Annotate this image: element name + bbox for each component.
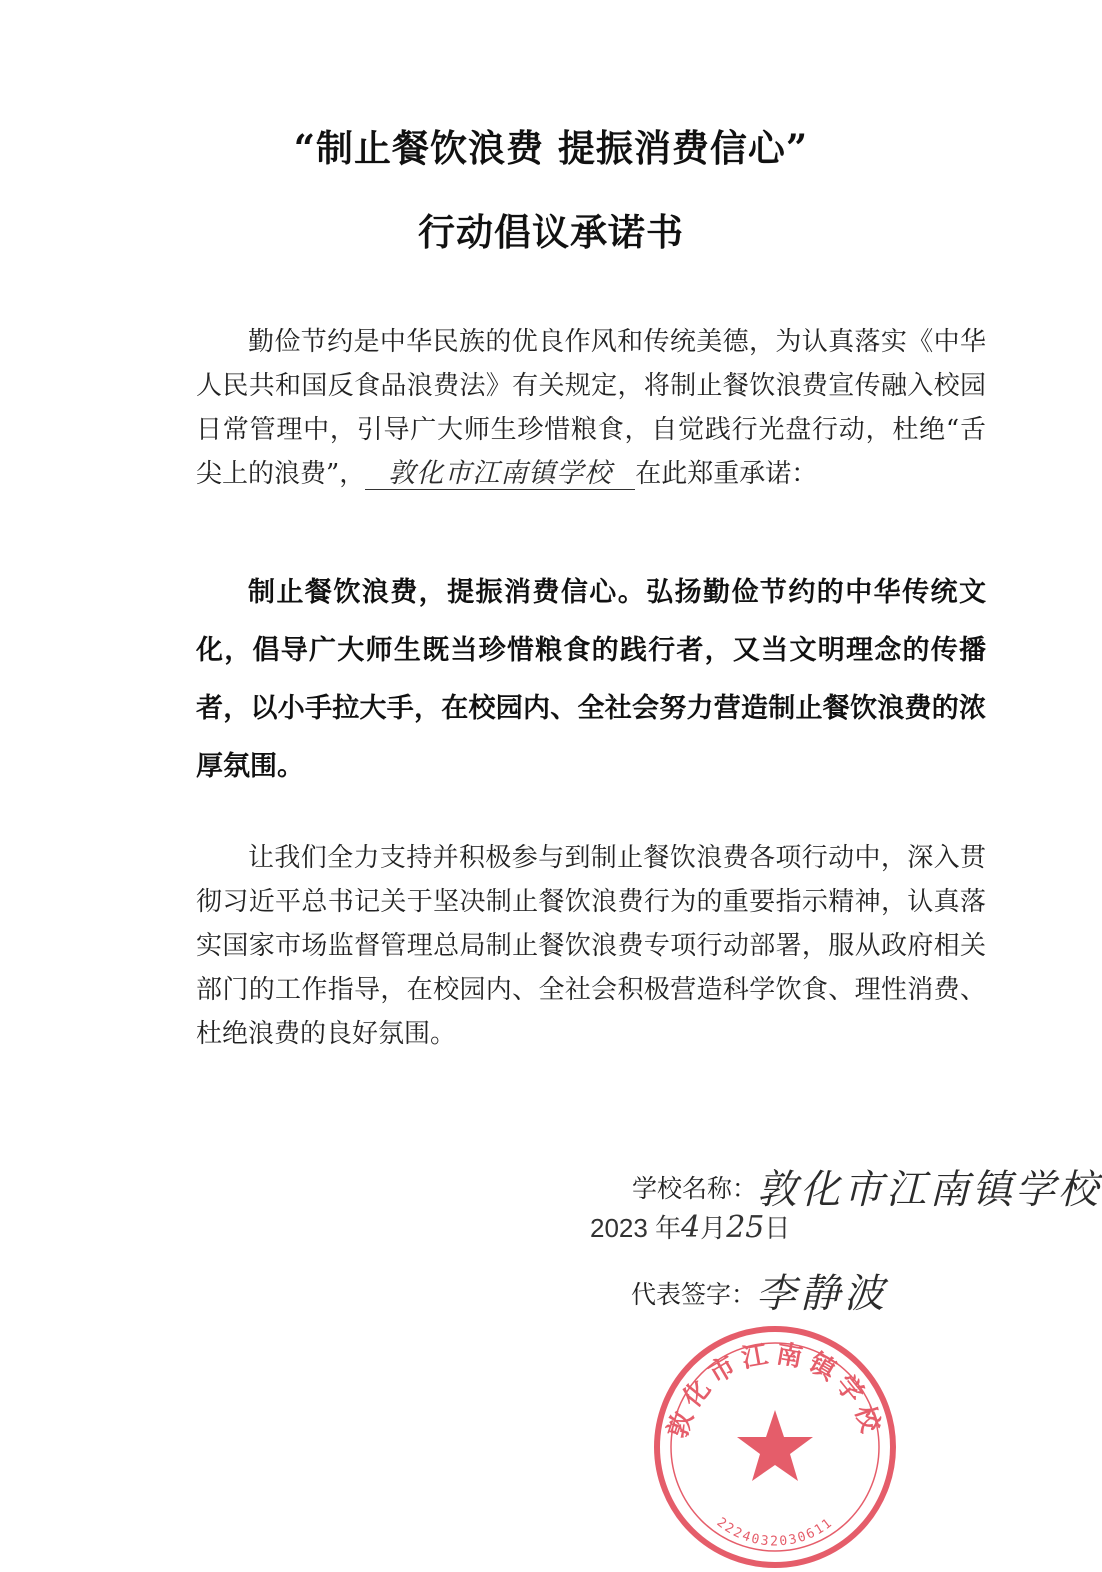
paragraph-intro-text: 勤俭节约是中华民族的优良作风和传统美德，为认真落实《中华人民共和国反食品浪费法》有关规定，将制止餐饮浪费宣传融入校园日常管理中，引导广大师生珍惜粮食，自觉践行光盘行动，杜绝“舌尖上的浪费”， (196, 327, 986, 489)
paragraph-pledge: 制止餐饮浪费，提振消费信心。弘扬勤俭节约的中华传统文化，倡导广大师生既当珍惜粮食的践行者，又当文明理念的传播者，以小手拉大手，在校园内、全社会努力营造制止餐饮浪费的浓厚氛围。 (196, 577, 986, 782)
date-month-unit: 月 (700, 1213, 727, 1243)
representative-label: 代表签字： (631, 1280, 757, 1309)
date-year: 2023 年 (590, 1213, 682, 1243)
date-day: 25 (726, 1210, 765, 1245)
school-name-label: 学校名称： (632, 1174, 758, 1203)
document-title-line2: 行动倡议承诺书 (418, 210, 684, 254)
school-name-row (632, 1158, 1101, 1215)
date-row (590, 1208, 790, 1245)
official-seal-stamp (650, 1322, 900, 1572)
seal-arc-text: 敦化市江南镇学校 (662, 1339, 888, 1442)
handwritten-school-name: 敦化市江南镇学校 (388, 458, 613, 489)
representative-signature: 李静波 (756, 1271, 889, 1317)
school-name-handwriting: 敦化市江南镇学校 (757, 1167, 1102, 1213)
seal-code-text: 2224032030611 (713, 1514, 837, 1550)
paragraph-intro (196, 320, 986, 496)
date-day-unit: 日 (764, 1213, 791, 1243)
seal-star-icon (737, 1410, 813, 1481)
paragraph-action: 让我们全力支持并积极参与到制止餐饮浪费各项行动中，深入贯彻习近平总书记关于坚决制止餐饮浪费行为的重要指示精神，认真落实国家市场监督管理总局制止餐饮浪费专项行动部署，服从政府相关部门的工作指导，在校园内、全社会积极营造科学饮食、理性消费、杜绝浪费的良好氛围。 (196, 843, 986, 1049)
date-month: 4 (681, 1210, 701, 1245)
paragraph-intro-tail: 在此郑重承诺： (635, 459, 818, 489)
representative-signature-row (631, 1262, 888, 1319)
document-title-line1: “制止餐饮浪费 提振消费信心” (293, 126, 809, 170)
filled-school-name-field (365, 459, 635, 490)
